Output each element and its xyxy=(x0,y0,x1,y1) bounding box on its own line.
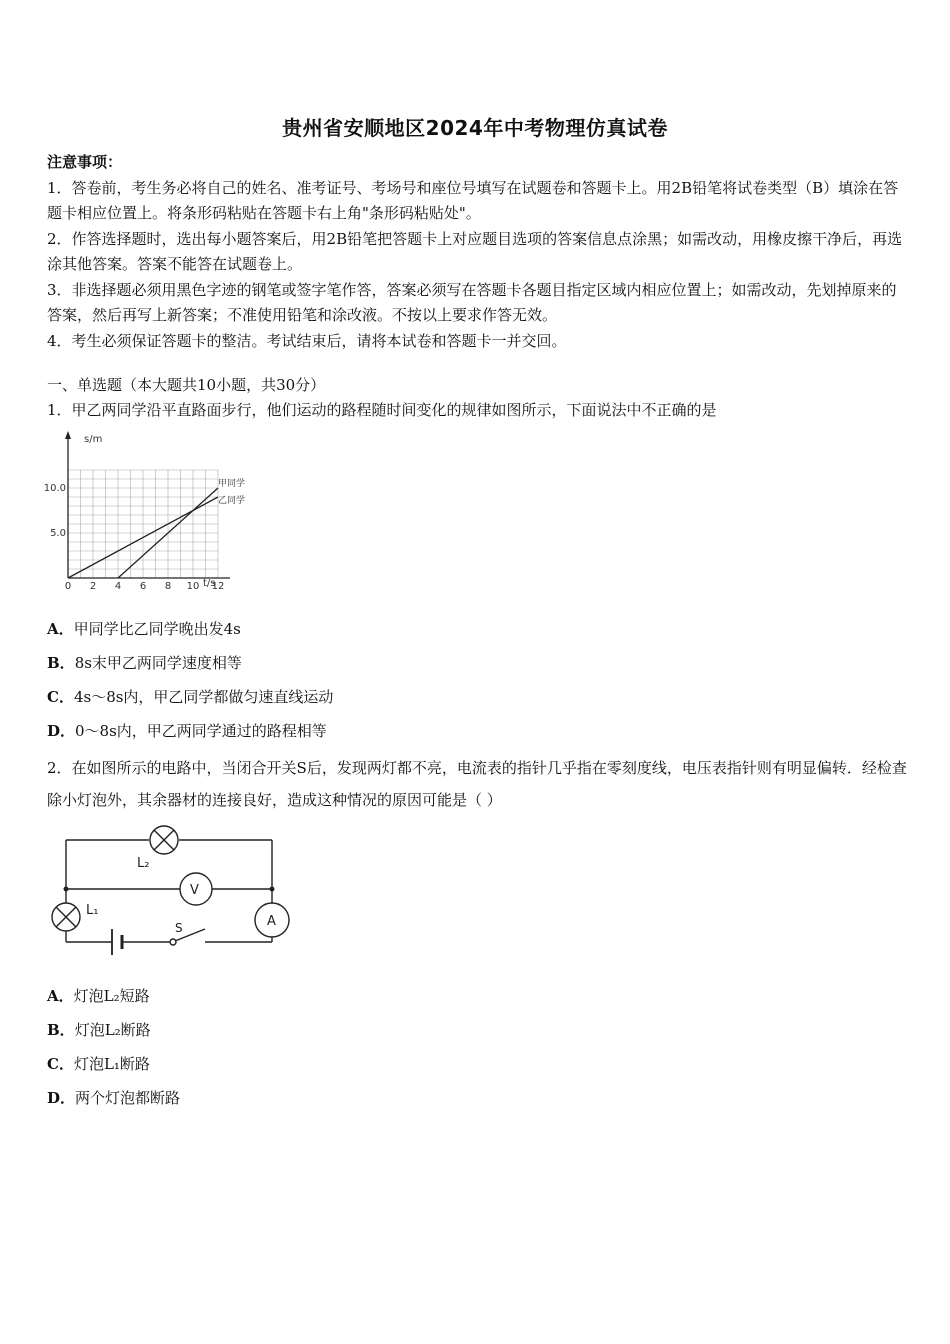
option-text: 0～8s内，甲乙两同学通过的路程相等 xyxy=(75,722,327,740)
option-letter: C． xyxy=(47,1055,74,1073)
notice-item: 1．答卷前，考生务必将自己的姓名、准考证号、考场号和座位号填写在试题卷和答题卡上。用2B铅笔将试卷类型（B）填涂在答题卡相应位置上。将条形码粘贴在答题卡右上角"条形码粘贴处"。 xyxy=(47,178,899,222)
st-graph xyxy=(40,425,246,592)
section-title: 一、单选题（本大题共10小题，共30分） xyxy=(47,376,326,394)
q1-option-b[interactable] xyxy=(47,652,242,673)
ammeter-label: A xyxy=(267,914,276,929)
x-tick-label: 10 xyxy=(186,581,200,592)
notice-item: 3．非选择题必须用黑色字迹的钢笔或签字笔作答，答案必须写在答题卡各题目指定区域内相应位置上；如需改动，先划掉原来的答案，然后再写上新答案；不准使用铅笔和涂改液。不按以上要求作答无效。 xyxy=(47,280,897,324)
option-text: 灯泡L₂断路 xyxy=(74,1021,151,1039)
q1-option-d[interactable] xyxy=(47,720,327,741)
option-letter: B． xyxy=(47,654,75,672)
option-text: 两个灯泡都断路 xyxy=(75,1089,181,1107)
x-tick-label: 6 xyxy=(139,581,147,592)
chart-grid xyxy=(68,470,218,578)
option-text: 灯泡L₂短路 xyxy=(73,987,150,1005)
option-letter: B． xyxy=(47,1021,75,1039)
q2-option-a[interactable] xyxy=(47,985,150,1006)
option-letter: D． xyxy=(47,722,76,740)
notice-item: 4．考生必须保证答题卡的整洁。考试结束后，请将本试卷和答题卡一并交回。 xyxy=(47,331,567,350)
option-letter: C． xyxy=(47,688,74,706)
junction xyxy=(270,887,275,892)
x-tick-label: 12 xyxy=(211,581,225,592)
y-axis-arrow xyxy=(65,431,71,439)
q1-option-a[interactable] xyxy=(47,618,241,639)
option-letter: A． xyxy=(47,620,74,638)
y-axis-label: s/m xyxy=(84,434,103,445)
voltmeter-label: V xyxy=(190,883,199,898)
l2-label: L₂ xyxy=(137,856,150,871)
x-tick-label: 4 xyxy=(114,581,122,592)
series-label: 甲同学 xyxy=(218,479,246,489)
q1-option-c[interactable] xyxy=(47,686,333,707)
q2-option-b[interactable] xyxy=(47,1019,151,1040)
question-1-stem: 1．甲乙两同学沿平直路面步行，他们运动的路程随时间变化的规律如图所示，下面说法中不正确的是 xyxy=(47,401,717,419)
notice-heading: 注意事项： xyxy=(47,153,123,171)
question-2-stem: 2．在如图所示的电路中，当闭合开关S后，发现两灯都不亮，电流表的指针几乎指在零刻度线，电压表指针则有明显偏转．经检查除小灯泡外，其余器材的连接良好，造成这种情况的原因可能是（ ） xyxy=(47,759,907,809)
x-tick-label: 0 xyxy=(64,581,72,592)
notice-item: 2．作答选择题时，选出每小题答案后，用2B铅笔把答题卡上对应题目选项的答案信息点涂黑；如需改动，用橡皮擦干净后，再选涂其他答案。答案不能答在试题卷上。 xyxy=(47,229,903,273)
option-text: 灯泡L₁断路 xyxy=(73,1055,150,1073)
page-title: 贵州省安顺地区2024年中考物理仿真试卷 xyxy=(282,116,668,140)
q2-option-d[interactable] xyxy=(47,1087,180,1108)
junction xyxy=(64,887,69,892)
circuit-diagram xyxy=(45,822,295,957)
l1-label: L₁ xyxy=(86,903,99,918)
option-text: 8s末甲乙两同学速度相等 xyxy=(74,654,242,672)
option-letter: D． xyxy=(47,1089,76,1107)
x-tick-label: 2 xyxy=(89,581,97,592)
switch-label: S xyxy=(175,921,183,935)
option-letter: A． xyxy=(47,987,74,1005)
switch-pivot xyxy=(170,939,176,945)
x-axis-label: t/s xyxy=(203,578,216,589)
y-tick-label: 5.0 xyxy=(50,528,66,539)
q2-option-c[interactable] xyxy=(47,1053,150,1074)
x-tick-label: 8 xyxy=(164,581,172,592)
series-label: 乙同学 xyxy=(218,496,246,506)
option-text: 4s～8s内，甲乙同学都做匀速直线运动 xyxy=(73,688,334,706)
y-tick-label: 10.0 xyxy=(43,483,66,494)
notice-block xyxy=(47,150,907,354)
option-text: 甲同学比乙同学晚出发4s xyxy=(73,620,241,638)
